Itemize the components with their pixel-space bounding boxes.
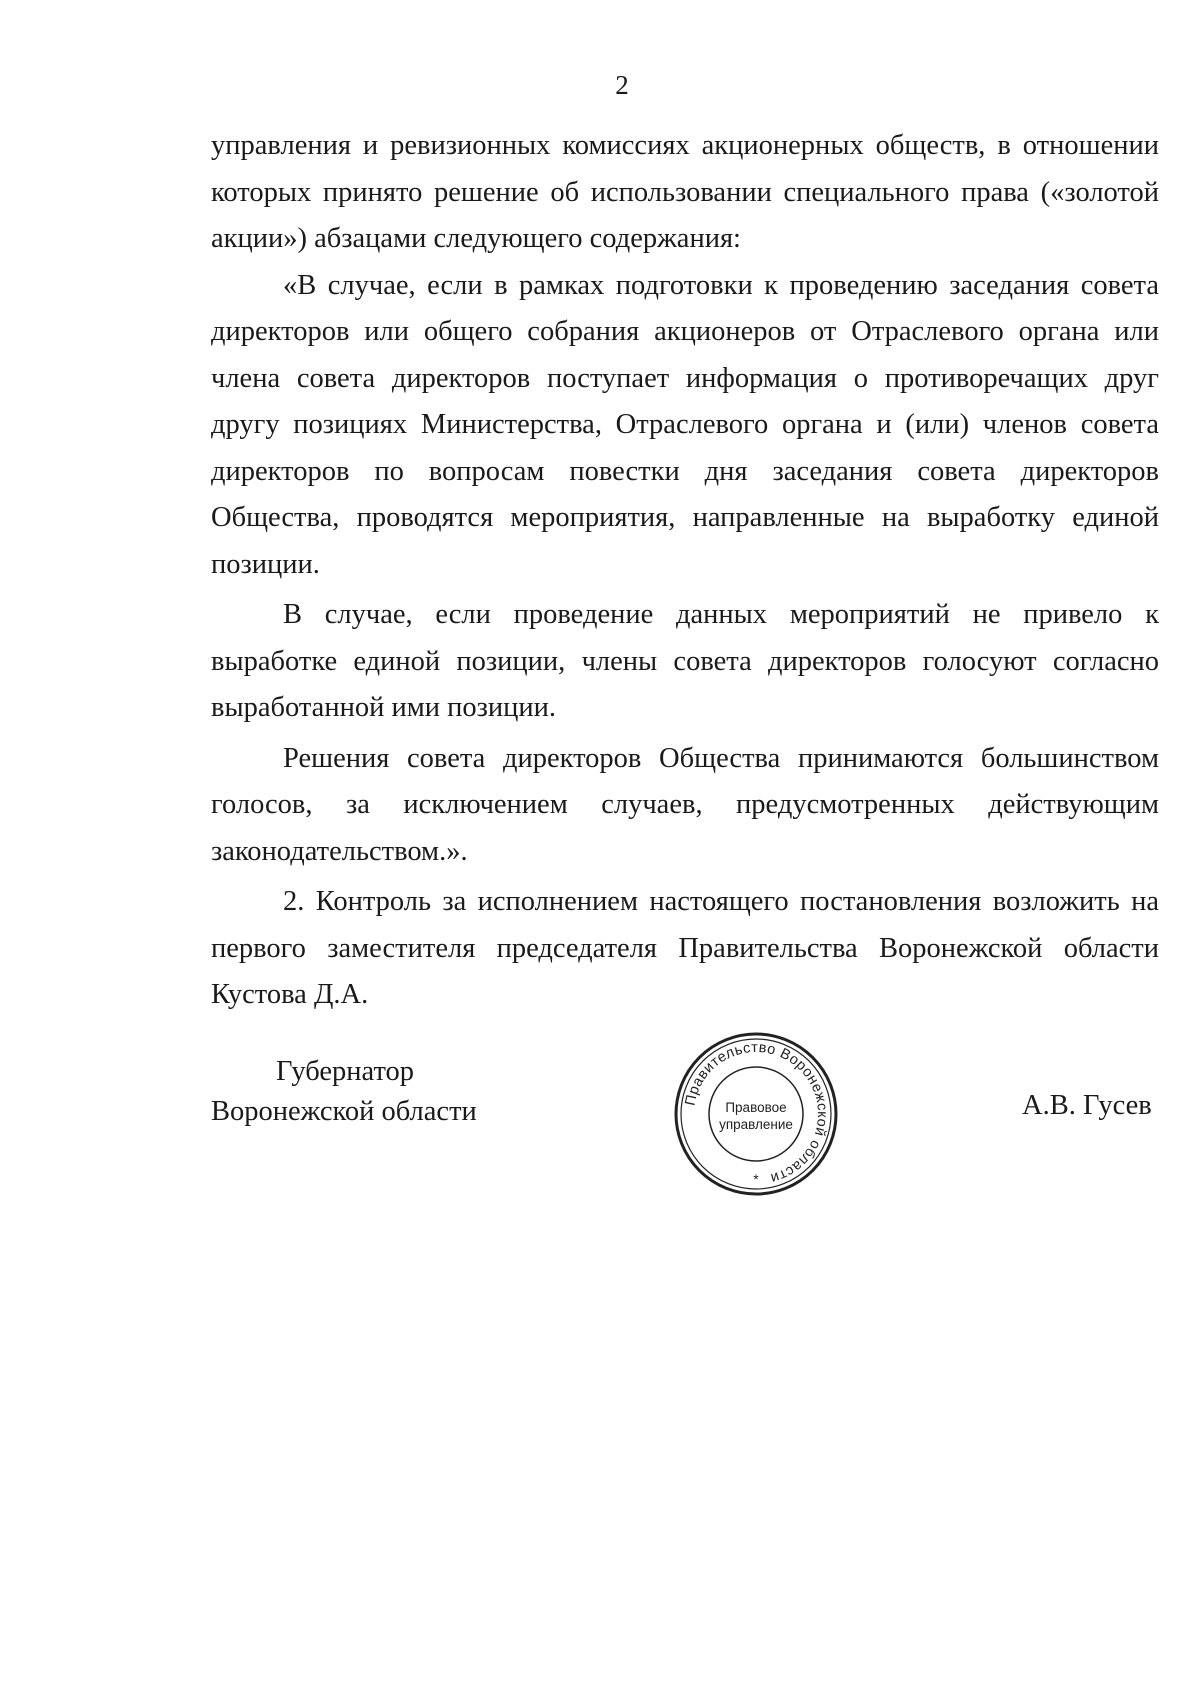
stamp-outer-text: Правительство Воронежской области xyxy=(682,1039,831,1187)
official-stamp xyxy=(672,1030,840,1198)
page-number: 2 xyxy=(615,70,629,100)
paragraph-continuation: управления и ревизионных комиссиях акционерных обществ, в отношении которых принято решение об использовании специального права («золотой акции») абзацами следующего содержания: xyxy=(211,130,1159,254)
signature-name: А.В. Гусев xyxy=(1022,1090,1152,1121)
paragraph-quote: «В случае, если в рамках подготовки к проведению заседания совета директоров или общего собрания акционеров от Отраслевого органа или члена совета директоров поступает информация о противоречащих друг другу позициях Министерства, Отраслевого органа и (или) членов совета директоров по вопросам повестки дня заседания совета директоров Общества, проводятся мероприятия, направленные на выработку единой позиции. xyxy=(211,269,1159,580)
document-body xyxy=(211,123,1159,1019)
signature-position-region: Воронежской области xyxy=(211,1096,477,1127)
paragraph-majority: Решения совета директоров Общества принимаются большинством голосов, за исключением случаев, предусмотренных действующим законодательством.». xyxy=(211,742,1159,867)
paragraph-no-consensus: В случае, если проведение данных мероприятий не привело к выработке единой позиции, члены совета директоров голосуют согласно выработанной ими позиции. xyxy=(211,599,1159,723)
signature-position xyxy=(211,1052,477,1132)
stamp-inner-line1: Правовое xyxy=(725,1100,787,1115)
signature-position-title: Губернатор xyxy=(276,1056,415,1087)
paragraph-control: 2. Контроль за исполнением настоящего постановления возложить на первого заместителя председателя Правительства Воронежской области Кустова Д.А. xyxy=(211,886,1159,1010)
stamp-star: * xyxy=(753,1171,759,1187)
stamp-inner-line2: управление xyxy=(719,1117,793,1132)
